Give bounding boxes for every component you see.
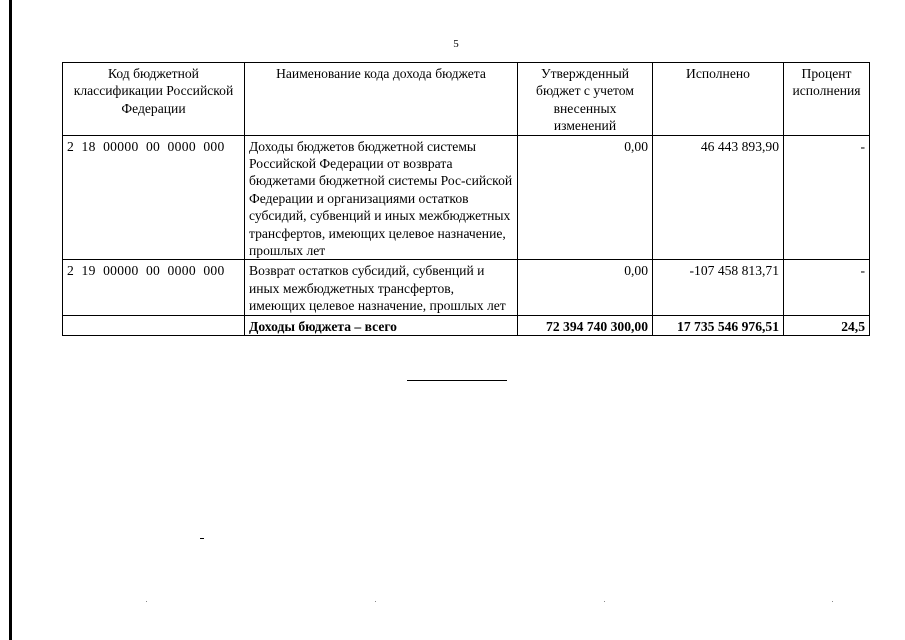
end-separator-line	[407, 380, 507, 381]
header-code: Код бюджетной классификации Российской Федерации	[63, 63, 245, 136]
header-name: Наименование кода дохода бюджета	[245, 63, 518, 136]
row-approved: 0,00	[518, 260, 653, 315]
row-percent: -	[784, 135, 870, 260]
scan-dot	[832, 601, 833, 602]
row-name: Доходы бюджетов бюджетной системы Российской Федерации от возврата бюджетами бюджетной системы Рос-сийской Федерации и организациями остатков субсидий, субвенций и иных межбюджетных трансфертов, имеющих целевое назначение, прошлых лет	[245, 135, 518, 260]
total-name: Доходы бюджета – всего	[245, 315, 518, 335]
header-executed: Исполнено	[653, 63, 784, 136]
table-header-row	[63, 63, 870, 136]
page-edge-line	[9, 0, 12, 640]
header-percent: Процент исполнения	[784, 63, 870, 136]
header-approved: Утвержденный бюджет с учетом внесенных изменений	[518, 63, 653, 136]
stray-mark	[200, 538, 204, 539]
scan-dot	[604, 601, 605, 602]
row-percent: -	[784, 260, 870, 315]
total-executed: 17 735 546 976,51	[653, 315, 784, 335]
row-code: 2 18 00000 00 0000 000	[63, 135, 245, 260]
page-number: 5	[453, 38, 459, 50]
row-approved: 0,00	[518, 135, 653, 260]
table-row	[63, 135, 870, 260]
total-code	[63, 315, 245, 335]
table-total-row	[63, 315, 870, 335]
scan-dot	[146, 601, 147, 602]
total-percent: 24,5	[784, 315, 870, 335]
scan-dot	[375, 601, 376, 602]
row-executed: -107 458 813,71	[653, 260, 784, 315]
budget-revenue-table	[62, 62, 870, 336]
row-code: 2 19 00000 00 0000 000	[63, 260, 245, 315]
row-executed: 46 443 893,90	[653, 135, 784, 260]
table-row	[63, 260, 870, 315]
total-approved: 72 394 740 300,00	[518, 315, 653, 335]
row-name: Возврат остатков субсидий, субвенций и иных межбюджетных трансфертов, имеющих целевое назначение, прошлых лет	[245, 260, 518, 315]
